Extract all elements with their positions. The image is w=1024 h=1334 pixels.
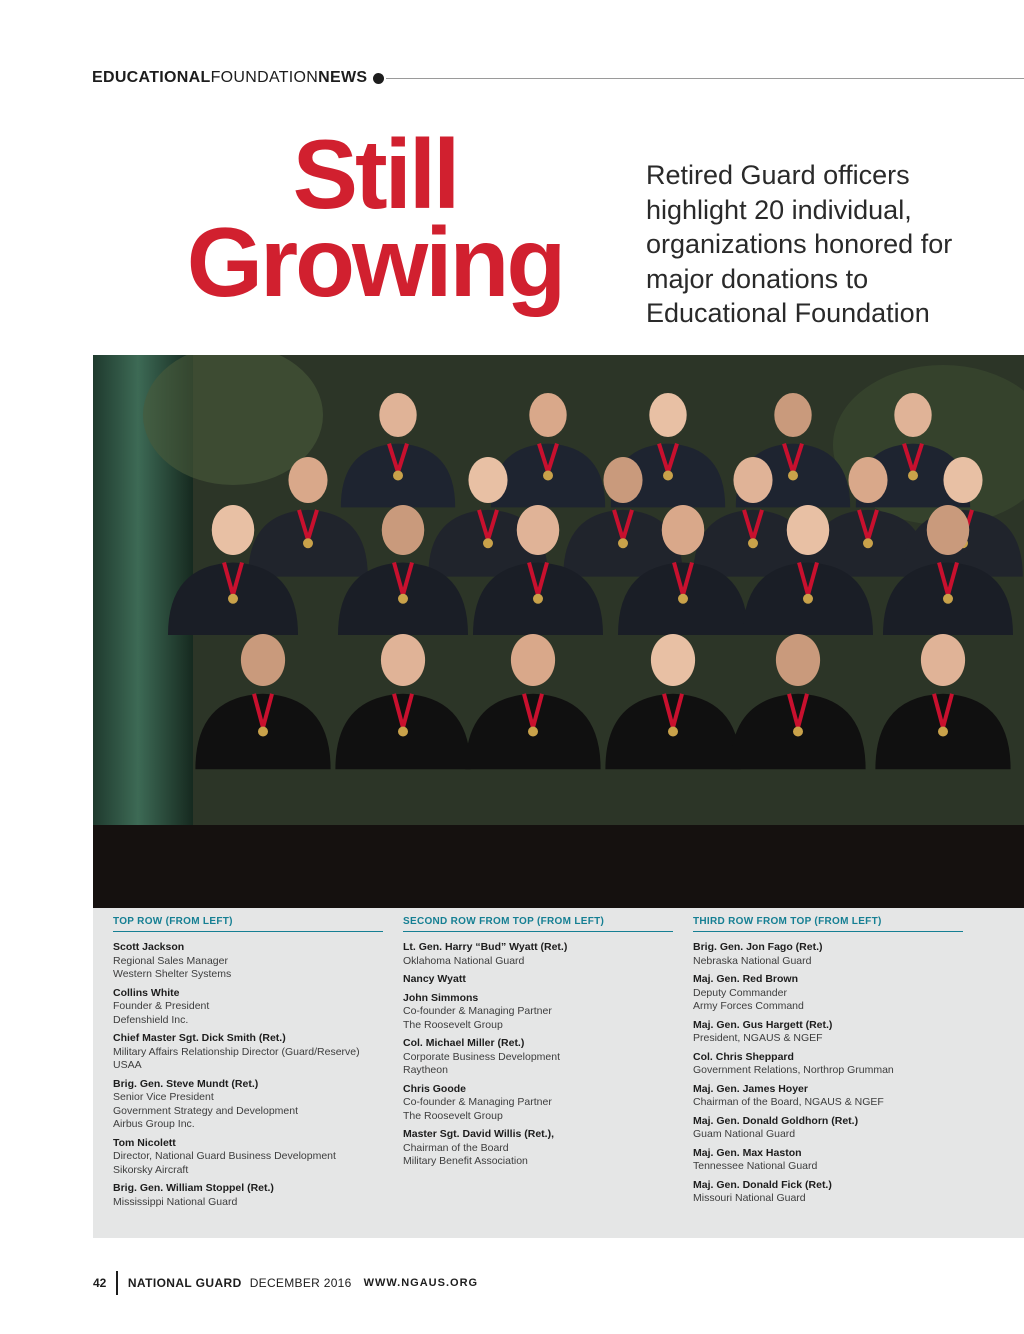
header-rule xyxy=(386,78,1024,79)
person-head xyxy=(776,634,820,686)
honoree-title: Guam National Guard xyxy=(693,1128,796,1140)
section-label-news: NEWS xyxy=(318,69,368,86)
honoree-title: Deputy Commander xyxy=(693,986,787,999)
honoree-name: Lt. Gen. Harry “Bud” Wyatt (Ret.) xyxy=(403,941,568,953)
caption-entry xyxy=(403,992,673,1033)
honoree-title: Co-founder & Managing Partner xyxy=(403,1096,552,1108)
group-photo-illustration xyxy=(93,355,1024,908)
honoree-name: Nancy Wyatt xyxy=(403,973,466,985)
caption-entry xyxy=(113,941,383,982)
honoree-title: Chairman of the Board xyxy=(403,1141,509,1154)
caption-column-second-row xyxy=(403,916,673,1174)
person-head xyxy=(649,393,686,437)
group-photo xyxy=(93,355,1024,908)
person-head xyxy=(927,505,970,555)
medal xyxy=(788,471,798,481)
caption-entry xyxy=(113,1182,383,1209)
person-head xyxy=(848,457,887,503)
medal xyxy=(393,471,403,481)
honoree-title: Oklahoma National Guard xyxy=(403,954,525,967)
medal xyxy=(483,538,493,548)
caption-entry xyxy=(113,1137,383,1178)
section-header xyxy=(92,66,1024,90)
medal xyxy=(228,594,238,604)
honoree-title: The Roosevelt Group xyxy=(403,1018,503,1031)
person-head xyxy=(212,505,255,555)
medal xyxy=(668,727,678,737)
honoree-name: Scott Jackson xyxy=(113,941,185,953)
honoree-name: Maj. Gen. Donald Fick (Ret.) xyxy=(693,1178,832,1191)
honoree-name: Maj. Gen. James Hoyer xyxy=(693,1082,808,1095)
caption-entry xyxy=(403,941,673,968)
honoree-title: Defenshield Inc. xyxy=(113,1013,189,1026)
medal xyxy=(258,727,268,737)
caption-entry xyxy=(693,1019,963,1046)
person-head xyxy=(517,505,560,555)
honoree-title: Nebraska National Guard xyxy=(693,954,812,967)
person-head xyxy=(662,505,705,555)
website-link[interactable]: WWW.NGAUS.ORG xyxy=(363,1277,479,1289)
honoree-title: Co-founder & Managing Partner xyxy=(403,1005,552,1017)
caption-entry xyxy=(693,941,963,968)
honoree-name: Col. Michael Miller (Ret.) xyxy=(403,1037,525,1049)
person-head xyxy=(943,457,982,503)
honoree-name: Brig. Gen. Jon Fago (Ret.) xyxy=(693,941,823,953)
caption-panel xyxy=(93,908,1024,1238)
page-number: 42 xyxy=(93,1276,107,1290)
honoree-name: Col. Chris Sheppard xyxy=(693,1050,794,1063)
person-head xyxy=(921,634,965,686)
honoree-title: Government Strategy and Development xyxy=(113,1104,299,1117)
honoree-title: Airbus Group Inc. xyxy=(113,1118,195,1130)
honoree-title: Corporate Business Development xyxy=(403,1050,560,1063)
honoree-title: Sikorsky Aircraft xyxy=(113,1163,189,1176)
honoree-title: Army Forces Command xyxy=(693,1000,804,1012)
honoree-name: John Simmons xyxy=(403,991,479,1004)
medal xyxy=(398,727,408,737)
person-head xyxy=(774,393,811,437)
caption-heading: TOP ROW (FROM LEFT) xyxy=(113,916,383,932)
caption-entry xyxy=(113,1032,383,1073)
person-head xyxy=(787,505,830,555)
magazine-name: NATIONAL GUARD xyxy=(127,1276,242,1290)
caption-column-top-row xyxy=(113,916,383,1214)
medal xyxy=(938,727,948,737)
caption-entry xyxy=(113,1078,383,1132)
honoree-title: Raytheon xyxy=(403,1064,448,1076)
caption-entry xyxy=(693,1147,963,1174)
honoree-title: Regional Sales Manager xyxy=(113,954,228,967)
honoree-name: Maj. Gen. Max Haston xyxy=(693,1146,802,1159)
honoree-name: Brig. Gen. Steve Mundt (Ret.) xyxy=(113,1077,259,1090)
footer-divider xyxy=(116,1271,118,1295)
honoree-title: Missouri National Guard xyxy=(693,1192,806,1204)
honoree-title: Mississippi National Guard xyxy=(113,1195,238,1208)
caption-entry xyxy=(693,1115,963,1142)
honoree-title: Military Benefit Association xyxy=(403,1155,528,1167)
honoree-title: Government Relations, Northrop Grumman xyxy=(693,1064,894,1076)
medal xyxy=(793,727,803,737)
honoree-title: Tennessee National Guard xyxy=(693,1160,818,1172)
caption-entry xyxy=(403,1037,673,1078)
honoree-name: Master Sgt. David Willis (Ret.), xyxy=(403,1128,555,1140)
section-label-foundation: FOUNDATION xyxy=(210,69,319,86)
caption-column-third-row xyxy=(693,916,963,1211)
honoree-title: Military Affairs Relationship Director (Guard/Reserve) xyxy=(113,1045,360,1058)
caption-entry xyxy=(693,1051,963,1078)
person-head xyxy=(511,634,555,686)
person-head xyxy=(651,634,695,686)
honoree-name: Maj. Gen. Donald Goldhorn (Ret.) xyxy=(693,1114,859,1127)
headline xyxy=(140,119,610,317)
medal xyxy=(618,538,628,548)
headline-line-1: Still xyxy=(292,119,458,229)
medal xyxy=(943,594,953,604)
person-head xyxy=(288,457,327,503)
medal xyxy=(663,471,673,481)
honoree-title: Founder & President xyxy=(113,1000,210,1012)
honoree-name: Maj. Gen. Red Brown xyxy=(693,973,799,985)
person-head xyxy=(894,393,931,437)
page-footer xyxy=(93,1270,478,1296)
medal xyxy=(748,538,758,548)
honoree-title: Director, National Guard Business Development xyxy=(113,1150,336,1162)
medal xyxy=(803,594,813,604)
honoree-name: Tom Nicolett xyxy=(113,1136,176,1149)
person-head xyxy=(468,457,507,503)
deck-subtitle: Retired Guard officers highlight 20 individual, organizations honored for major donations to Educational Foundation xyxy=(646,160,953,328)
medal xyxy=(528,727,538,737)
medal xyxy=(533,594,543,604)
issue-date: DECEMBER 2016 xyxy=(249,1276,352,1290)
medal xyxy=(908,471,918,481)
honoree-title: The Roosevelt Group xyxy=(403,1109,503,1122)
honoree-name: Chief Master Sgt. Dick Smith (Ret.) xyxy=(113,1032,286,1044)
caption-entry xyxy=(693,1179,963,1206)
person-head xyxy=(733,457,772,503)
caption-entry xyxy=(113,987,383,1028)
caption-heading: THIRD ROW FROM TOP (FROM LEFT) xyxy=(693,916,963,932)
caption-entry xyxy=(403,1083,673,1124)
honoree-title: Senior Vice President xyxy=(113,1091,214,1103)
bullet-dot-icon xyxy=(373,73,384,84)
medal xyxy=(678,594,688,604)
person-head xyxy=(379,393,416,437)
person-head xyxy=(529,393,566,437)
person-head xyxy=(241,634,285,686)
honoree-name: Maj. Gen. Gus Hargett (Ret.) xyxy=(693,1018,833,1031)
honoree-name: Collins White xyxy=(113,986,180,999)
caption-entry xyxy=(693,1083,963,1110)
medal xyxy=(398,594,408,604)
honoree-title: USAA xyxy=(113,1059,142,1071)
person-head xyxy=(382,505,425,555)
caption-heading: SECOND ROW FROM TOP (FROM LEFT) xyxy=(403,916,673,932)
honoree-name: Chris Goode xyxy=(403,1082,467,1095)
person-head xyxy=(381,634,425,686)
honoree-title: Western Shelter Systems xyxy=(113,968,232,980)
medal xyxy=(303,538,313,548)
headline-line-2: Growing xyxy=(186,207,564,317)
medal xyxy=(543,471,553,481)
medal xyxy=(863,538,873,548)
caption-entry xyxy=(403,973,673,987)
honoree-title: President, NGAUS & NGEF xyxy=(693,1032,823,1044)
person-head xyxy=(603,457,642,503)
section-label-educational: EDUCATIONAL xyxy=(92,69,211,86)
caption-entry xyxy=(403,1128,673,1169)
honoree-title: Chairman of the Board, NGAUS & NGEF xyxy=(693,1096,884,1108)
honoree-name: Brig. Gen. William Stoppel (Ret.) xyxy=(113,1182,274,1194)
section-label xyxy=(92,69,367,87)
caption-entry xyxy=(693,973,963,1014)
